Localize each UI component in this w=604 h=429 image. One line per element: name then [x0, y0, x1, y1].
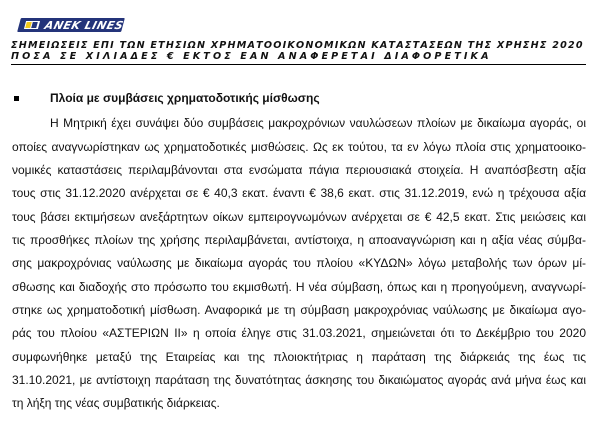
amounts-note: ΠΟΣΑ ΣΕ ΧΙΛΙΑΔΕΣ € ΕΚΤΟΣ ΕΑΝ ΑΝΑΦΕΡΕΤΑΙ ΔΙΑΦΟΡΕΤΙΚΑ: [11, 51, 492, 62]
paragraph-line: τους στις 31.12.2020 ανέρχεται σε € 40,3 εκατ. έναντι € 38,6 εκατ. στις 31.12.2019, ενώ η τρέχουσα αξία: [12, 186, 586, 200]
paragraph-line: σθωσης και διαδοχής στο πρόσωπο του εκμισθωτή. Η νέα σύμβαση, όπως και η προηγούμενη, αναγνωρί-: [12, 280, 586, 294]
paragraph-line: νομικές καταστάσεις περιλαμβάνονται στα ενσώματα πάγια περιουσιακά στοιχεία. Η αναπόσβεστη αξία: [12, 163, 586, 177]
header-divider: [11, 64, 586, 65]
anek-lines-logo: [17, 18, 125, 32]
bullet-icon: [14, 96, 19, 101]
paragraph-line: στηκε ως χρηματοδοτική μίσθωση. Αναφορικά με τη σύμβαση μακροχρόνιας ναύλωσης με δικαίωμα αγο-: [12, 303, 586, 317]
flag-icon: [24, 21, 40, 29]
paragraph-line: 31.10.2021, με αντίστοιχη παράταση της δυνατότητας άσκησης του δικαιώματος αγοράς ανά μήνα έως και: [12, 373, 586, 387]
paragraph-line: τη λήξη της νέας συμβατικής διάρκειας.: [12, 396, 220, 410]
paragraph-line: συμφωνήθηκε μεταξύ της Εταιρείας και της πλοιοκτήτριας η παράταση της διάρκειάς της έως τις: [12, 350, 586, 364]
paragraph-line: ράς του πλοίου «ΑΣΤΕΡΙΩΝ ΙΙ» η οποία έληγε στις 31.03.2021, σημειώνεται ότι το Δεκέμβριο του 2020: [12, 326, 586, 340]
paragraph-line: τις προσθήκες πλοίων της χρήσης περιλαμβάνεται, αντίστοιχα, η αποαναγνώριση και η αξία νέας σύμβα-: [12, 233, 586, 247]
paragraph-line: τους βάσει εκτιμήσεων ανεξάρτητων οίκων εμπειρογνωμόνων ανέρχεται σε € 42,5 εκατ. Στις μειώσεις και: [12, 210, 586, 224]
paragraph-line: σης μακροχρόνιας ναύλωσης με δικαίωμα αγοράς του πλοίου «ΚΥΔΩΝ» λόγω μεταβολής των όρων μί-: [12, 256, 586, 270]
paragraph-line: οποίες αναγνωρίστηκαν ως χρηματοδοτικές μισθώσεις. Ως εκ τούτου, τα εν λόγω πλοία στις χρηματοοικο-: [12, 140, 586, 154]
logo-text: ANEK LINES: [43, 18, 126, 32]
section-heading: Πλοία με συμβάσεις χρηματοδοτικής μίσθωσης: [50, 91, 320, 105]
notes-title: ΣΗΜΕΙΩΣΕΙΣ ΕΠΙ ΤΩΝ ΕΤΗΣΙΩΝ ΧΡΗΜΑΤΟΟΙΚΟΝΟΜΙΚΩΝ ΚΑΤΑΣΤΑΣΕΩΝ ΤΗΣ ΧΡΗΣΗΣ 2020: [11, 40, 584, 51]
paragraph-line: Η Μητρική έχει συνάψει δύο συμβάσεις μακροχρόνιων ναυλώσεων πλοίων με δικαίωμα αγοράς, οι: [50, 116, 586, 130]
